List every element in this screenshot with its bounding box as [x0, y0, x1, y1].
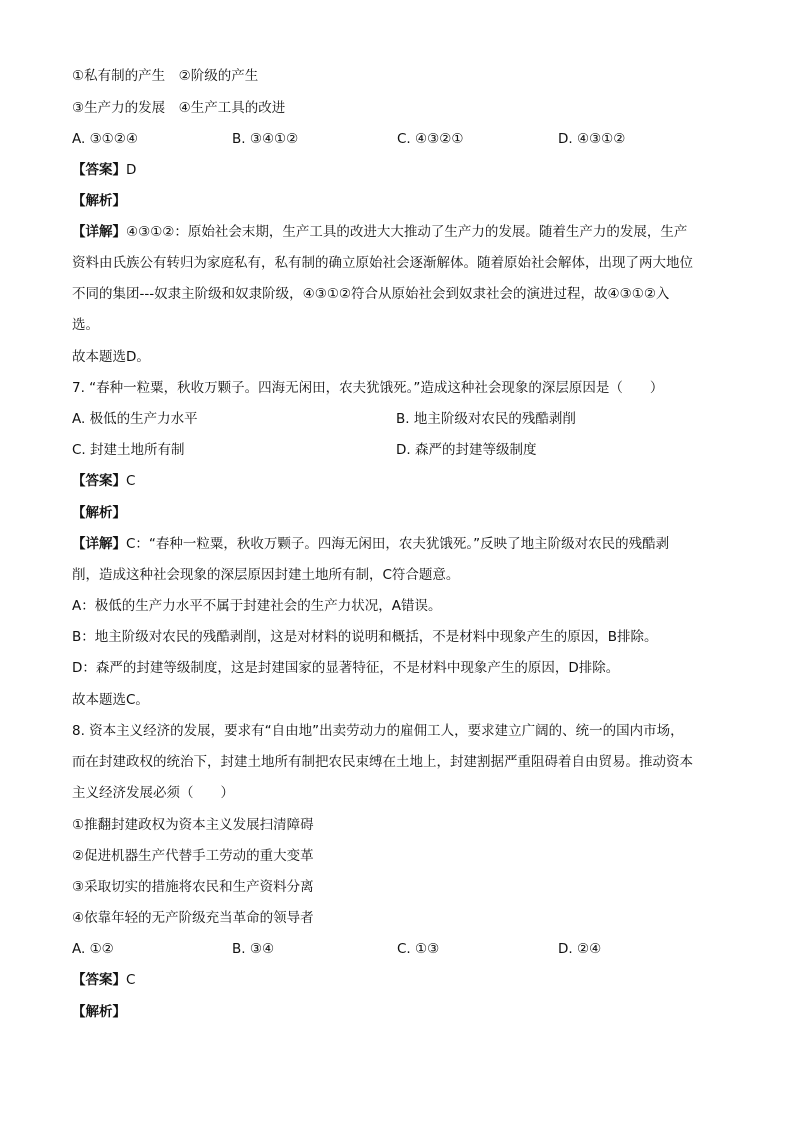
q7-answer: [72, 471, 135, 491]
q6-detail-line-1: [72, 222, 687, 242]
q8-analysis-tag: 【解析】: [72, 1004, 126, 1020]
q6-option-c: C. ④③②①: [397, 131, 464, 147]
q6-answer: [72, 160, 136, 180]
q7-detail-line-3: A：极低的生产力水平不属于封建社会的生产力状况，A错误。: [72, 598, 442, 614]
detail-tag: 【详解】: [72, 224, 126, 240]
q8-statement-1: ①推翻封建政权为资本主义发展扫清障碍: [72, 817, 314, 833]
q8-options: [72, 939, 732, 959]
q8-option-d: D. ②④: [558, 941, 602, 957]
q6-detail-line-3: 不同的集团---奴隶主阶级和奴隶阶级，④③①②符合从原始社会到奴隶社会的演进过程，故④③①②入: [72, 286, 670, 302]
q7-conclusion: 故本题选C。: [72, 692, 149, 708]
q7-analysis-tag: 【解析】: [72, 505, 126, 521]
answer-value: C: [126, 473, 136, 489]
q7-detail-line-2: 削，造成这种社会现象的深层原因封建土地所有制，C符合题意。: [72, 567, 460, 583]
q6-detail-line-2: 资料由氏族公有转归为家庭私有，私有制的确立原始社会逐渐解体。随着原始社会解体，出现了两大地位: [72, 255, 693, 271]
q8-stem-line-3: 主义经济发展必须（ ）: [72, 785, 234, 801]
q7-option-c: C. 封建土地所有制: [72, 442, 185, 458]
q8-option-c: C. ①③: [397, 941, 440, 957]
q8-statement-4: ④依靠年轻的无产阶级充当革命的领导者: [72, 910, 314, 926]
q6-statement-line-1: ①私有制的产生 ②阶级的产生: [72, 68, 259, 84]
q7-options-row-2: [72, 440, 732, 460]
q8-statement-3: ③采取切实的措施将农民和生产资料分离: [72, 879, 314, 895]
q8-answer: [72, 970, 135, 990]
q6-options: [72, 129, 732, 149]
q7-detail-line-4: B：地主阶级对农民的残酷剥削，这是对材料的说明和概括，不是材料中现象产生的原因，B排除。: [72, 629, 658, 645]
answer-tag: 【答案】: [72, 162, 126, 178]
q8-option-a: A. ①②: [72, 941, 114, 957]
q6-option-b: B. ③④①②: [232, 131, 299, 147]
answer-value: C: [126, 972, 136, 988]
detail-tag: 【详解】: [72, 536, 126, 552]
q7-detail-line-5: D：森严的封建等级制度，这是封建国家的显著特征，不是材料中现象产生的原因，D排除。: [72, 660, 620, 676]
answer-tag: 【答案】: [72, 473, 126, 489]
q7-options-row-1: [72, 409, 732, 429]
q8-stem-line-2: 而在封建政权的统治下，封建土地所有制把农民束缚在土地上，封建割据严重阻碍着自由贸易。推动资本: [72, 754, 693, 770]
q6-analysis-tag: 【解析】: [72, 193, 126, 209]
q7-option-a: A. 极低的生产力水平: [72, 411, 198, 427]
q6-option-d: D. ④③①②: [558, 131, 626, 147]
q6-detail-line-4: 选。: [72, 317, 99, 333]
q8-statement-2: ②促进机器生产代替手工劳动的重大变革: [72, 848, 314, 864]
answer-tag: 【答案】: [72, 972, 126, 988]
q6-statement-line-2: ③生产力的发展 ④生产工具的改进: [72, 100, 286, 116]
q8-option-b: B. ③④: [232, 941, 275, 957]
answer-value: D: [126, 162, 137, 178]
q7-option-d: D. 森严的封建等级制度: [396, 442, 537, 458]
detail-text: C：“春种一粒粟，秋收万颗子。四海无闲田，农夫犹饿死。”反映了地主阶级对农民的残酷剥: [126, 536, 670, 552]
q6-conclusion: 故本题选D。: [72, 349, 150, 365]
q7-option-b: B. 地主阶级对农民的残酷剥削: [396, 411, 576, 427]
q8-stem-line-1: 8. 资本主义经济的发展，要求有“自由地”出卖劳动力的雇佣工人，要求建立广阔的、统一的国内市场，: [72, 723, 684, 739]
detail-text: ④③①②：原始社会末期，生产工具的改进大大推动了生产力的发展。随着生产力的发展，生产: [126, 224, 688, 240]
q7-stem: 7. “春种一粒粟，秋收万颗子。四海无闲田，农夫犹饿死。”造成这种社会现象的深层原因是（ ）: [72, 380, 664, 396]
q6-option-a: A. ③①②④: [72, 131, 138, 147]
q7-detail-line-1: [72, 534, 669, 554]
